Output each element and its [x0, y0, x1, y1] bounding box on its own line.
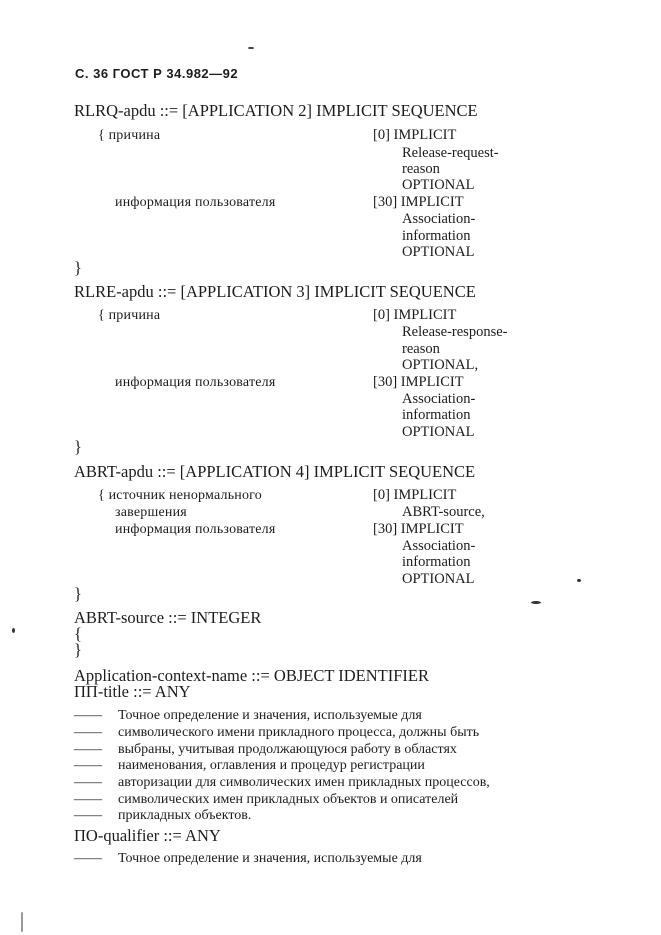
- abrt-field-userinfo-type-b: information: [402, 554, 471, 570]
- rlre-field-reason-name: { причина: [98, 308, 161, 323]
- abrt-field-userinfo-optional: OPTIONAL: [402, 571, 475, 587]
- rlrq-field-userinfo-tag: [30] IMPLICIT: [373, 194, 464, 210]
- rlre-field-userinfo-tag: [30] IMPLICIT: [373, 374, 464, 390]
- rlrq-field-userinfo-type-a: Association-: [402, 211, 476, 227]
- comment-line-2: —— символического имени прикладного процесса, должны быть: [74, 725, 480, 740]
- rlre-close-brace: }: [74, 437, 82, 456]
- rlre-field-reason-tag: [0] IMPLICIT: [373, 307, 457, 323]
- abrt-field-source-tag: [0] IMPLICIT: [373, 487, 457, 503]
- abrt-field-source-name-b: завершения: [115, 505, 187, 520]
- scan-speck: [248, 47, 254, 49]
- comment-dash: ——: [74, 851, 102, 866]
- rlre-field-userinfo-type-b: information: [402, 407, 471, 423]
- comment-dash: ——: [74, 758, 102, 773]
- comment-line-6: —— символических имен прикладных объектов и описателей: [74, 792, 459, 807]
- scan-speck: [12, 628, 15, 633]
- po-qualifier-definition: ПО-qualifier ::= ANY: [74, 826, 221, 845]
- comment-dash: ——: [74, 708, 102, 723]
- rlre-field-userinfo-optional: OPTIONAL: [402, 424, 475, 440]
- app-context-name-definition: Application-context-name ::= OBJECT IDENTIFIER: [74, 666, 429, 685]
- rlrq-field-reason-name: { причина: [98, 128, 161, 143]
- rlrq-field-reason-type-b: reason: [402, 161, 440, 177]
- rlrq-field-userinfo-type-b: information: [402, 228, 471, 244]
- scan-speck: [21, 912, 23, 932]
- rlre-field-reason-optional: OPTIONAL,: [402, 357, 479, 373]
- pp-title-definition: ПП-title ::= ANY: [74, 682, 191, 701]
- abrt-source-definition: ABRT-source ::= INTEGER: [74, 608, 262, 627]
- scan-speck: [531, 601, 541, 604]
- comment-dash: ——: [74, 742, 102, 757]
- abrt-field-userinfo-type-a: Association-: [402, 538, 476, 554]
- comment-line-1: —— Точное определение и значения, используемые для: [74, 708, 422, 723]
- rlrq-field-userinfo-optional: OPTIONAL: [402, 244, 475, 260]
- rlre-field-reason-type-b: reason: [402, 341, 440, 357]
- rlrq-field-reason-optional: OPTIONAL: [402, 177, 475, 193]
- comment-line-4: —— наименования, оглавления и процедур регистрации: [74, 758, 425, 773]
- rlrq-field-reason-type-a: Release-request-: [402, 145, 499, 161]
- abrt-field-source-name-a: { источник ненормального: [98, 488, 262, 503]
- rlrq-field-reason-tag: [0] IMPLICIT: [373, 127, 457, 143]
- page-header: С. 36 ГОСТ Р 34.982—92: [75, 66, 239, 81]
- abrt-source-close-brace: }: [74, 640, 82, 659]
- comment-line-last: —— Точное определение и значения, используемые для: [74, 851, 422, 866]
- comment-dash: ——: [74, 775, 102, 790]
- rlre-field-userinfo-name: информация пользователя: [115, 375, 276, 390]
- rlre-field-userinfo-type-a: Association-: [402, 391, 476, 407]
- abrt-close-brace: }: [74, 584, 82, 603]
- abrt-definition: ABRT-apdu ::= [APPLICATION 4] IMPLICIT SEQUENCE: [74, 462, 476, 481]
- comment-dash: ——: [74, 725, 102, 740]
- rlrq-definition: RLRQ-apdu ::= [APPLICATION 2] IMPLICIT SEQUENCE: [74, 101, 478, 120]
- comment-dash: ——: [74, 808, 102, 823]
- rlrq-field-userinfo-name: информация пользователя: [115, 195, 276, 210]
- rlrq-close-brace: }: [74, 258, 82, 277]
- comment-line-7: —— прикладных объектов.: [74, 808, 252, 823]
- abrt-field-source-type: ABRT-source,: [402, 504, 485, 520]
- comment-line-5: —— авторизации для символических имен прикладных процессов,: [74, 775, 490, 790]
- abrt-source-open-brace: {: [74, 624, 82, 643]
- rlre-definition: RLRE-apdu ::= [APPLICATION 3] IMPLICIT SEQUENCE: [74, 282, 476, 301]
- abrt-field-userinfo-tag: [30] IMPLICIT: [373, 521, 464, 537]
- abrt-field-userinfo-name: информация пользователя: [115, 522, 276, 537]
- scan-speck: [577, 579, 581, 582]
- comment-dash: ——: [74, 792, 102, 807]
- rlre-field-reason-type-a: Release-response-: [402, 324, 508, 340]
- comment-line-3: —— выбраны, учитывая продолжающуюся работу в областях: [74, 742, 457, 757]
